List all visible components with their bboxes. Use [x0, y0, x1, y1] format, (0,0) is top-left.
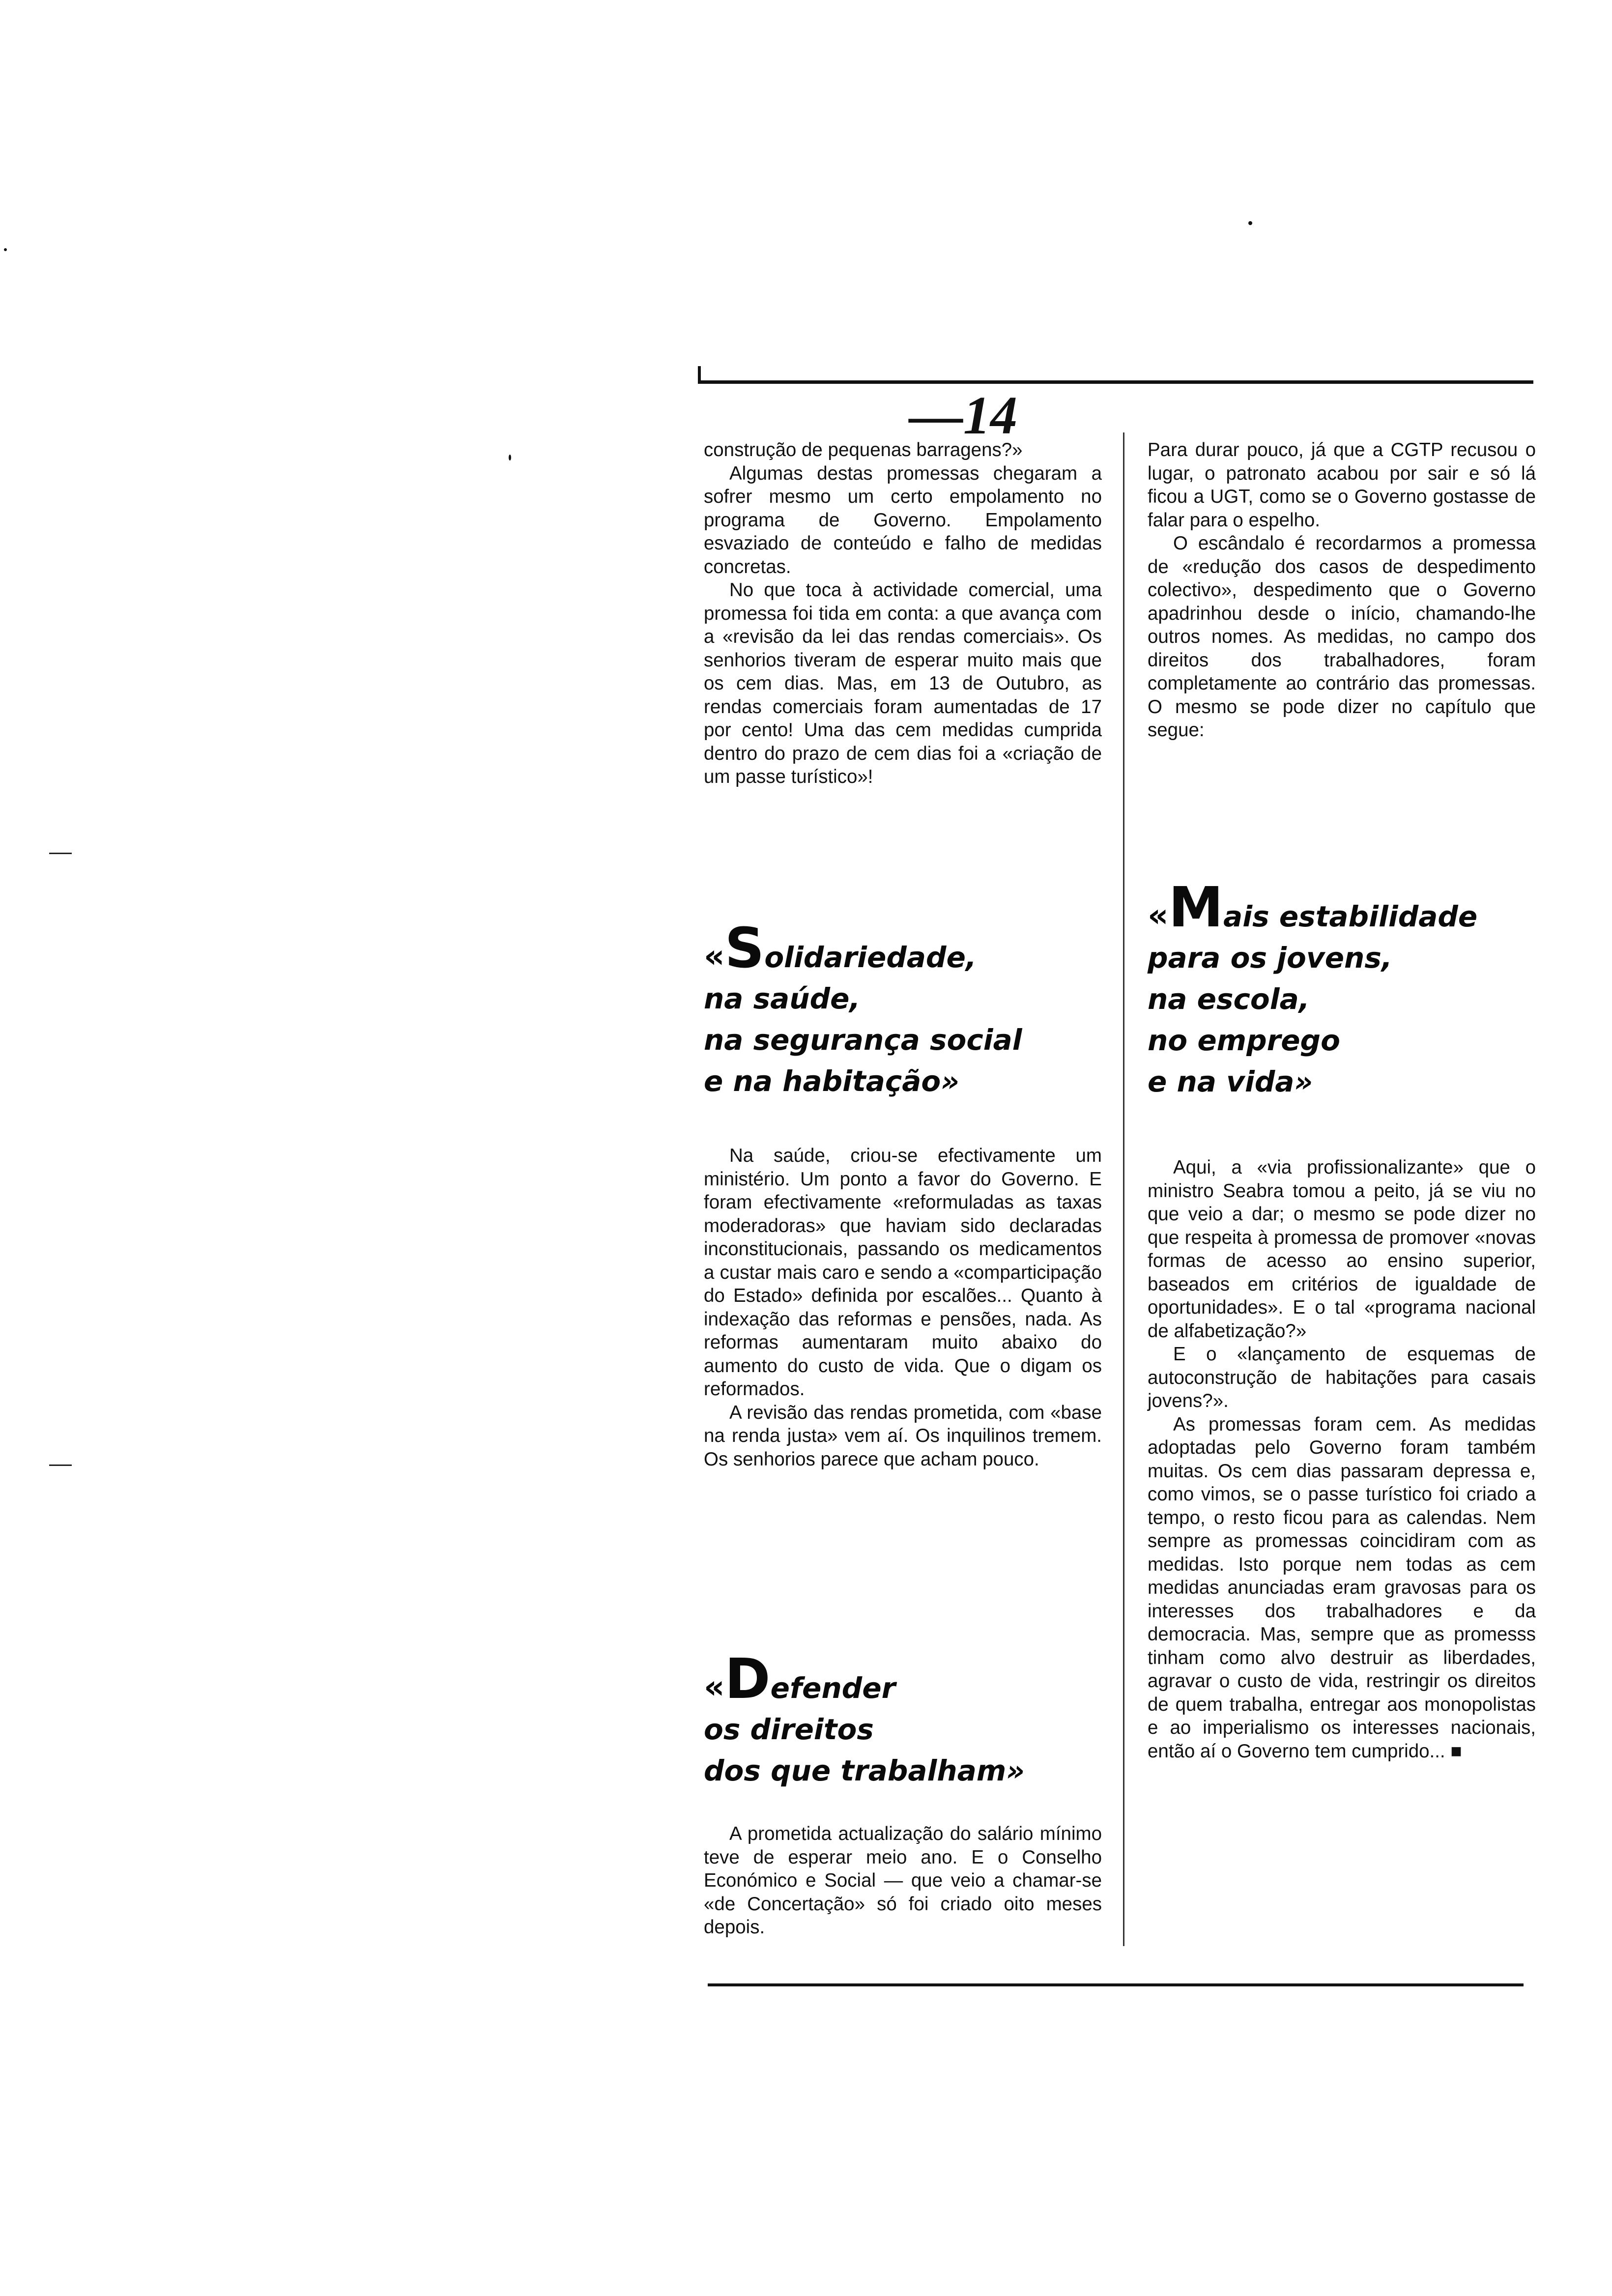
paragraph: Na saúde, criou-se efectivamente um ministério. Um ponto a favor do Governo. E foram efectivamente «reformuladas as taxas moderadoras» que haviam sido declaradas inconstitucionais, passando os medicamentos a custar mais caro e sendo a «comparticipação do Estado» definida por escalões... Quanto à indexação das reformas e pensões, nada. As reformas aumentaram muito abaixo do aumento do custo de vida. Que o digam os reformados. — [704, 1145, 1102, 1400]
heading-line: e na vida» — [1148, 1065, 1313, 1098]
paragraph: Aqui, a «via profissionalizante» que o ministro Seabra tomou a peito, já se viu no que veio a dar; o mesmo se pode dizer no que respeita à promessa de promover «novas formas de acesso ao ensino superior, baseados em critérios de igualdade de oportunidades». E o tal «programa nacional de alfabetização?» — [1148, 1157, 1536, 1342]
heading-solidariedade — [704, 917, 1102, 1102]
scan-speck — [1248, 221, 1252, 225]
top-rule-tick — [698, 366, 701, 384]
paragraph: O escândalo é recordarmos a promessa de «redução dos casos de despedimento colectivo», despedimento que o Governo apadrinhou desde o início, chamando-lhe outros nomes. As medidas, no campo dos direitos dos trabalhadores, foram completamente ao contrário das promessas. O mesmo se pode dizer no capítulo que segue: — [1148, 533, 1536, 741]
handwritten-page-number: —14 — [909, 385, 1017, 445]
heading-line: «Solidariedade, — [704, 917, 977, 980]
heading-estabilidade — [1148, 876, 1536, 1102]
paragraph: E o «lançamento de esquemas de autoconstrução de habitações para casais jovens?». — [1148, 1344, 1536, 1411]
heading-line: os direitos — [704, 1713, 874, 1746]
left-column-defender — [704, 1822, 1102, 1939]
scan-mark — [49, 1464, 72, 1466]
paragraph: Para durar pouco, já que a CGTP recusou o lugar, o patronato acabou por sair e só lá ficou a UGT, como se o Governo gostasse de falar para o espelho. — [1148, 439, 1536, 531]
paragraph: A prometida actualização do salário mínimo teve de esperar meio ano. E o Conselho Económico e Social — que veio a chamar-se «de Concertação» só foi criado oito meses depois. — [704, 1823, 1102, 1938]
heading-line: «Mais estabilidade — [1148, 876, 1478, 940]
paragraph: construção de pequenas barragens?» — [704, 439, 1023, 460]
column-divider — [1123, 432, 1124, 1946]
scan-speck — [509, 455, 511, 460]
heading-line: na escola, — [1148, 982, 1310, 1016]
heading-defender — [704, 1647, 1102, 1791]
scan-mark — [49, 853, 72, 854]
paragraph: A revisão das rendas prometida, com «base na renda justa» vem aí. Os inquilinos tremem. Os senhorios parece que acham pouco. — [704, 1402, 1102, 1470]
paragraph: As promessas foram cem. As medidas adoptadas pelo Governo foram também muitas. Os cem dias passaram depressa e, como vimos, se o passe turístico foi criado a tempo, o resto ficou para as calendas. Nem sempre as promessas coincidiram com as medidas. Isto porque nem todas as cem medidas anunciadas eram gravosas para os interesses dos trabalhadores e da democracia. Mas, sempre que as promesss tinham como alvo destruir as liberdades, agravar o custo de vida, restringir os direitos de quem trabalha, entregar aos monopolistas e ao imperialismo os interesses nacionais, então aí o Governo tem cumprido... ■ — [1148, 1413, 1536, 1762]
left-column-intro — [704, 438, 1102, 789]
scan-speck — [4, 248, 7, 251]
paragraph: Algumas destas promessas chegaram a sofrer mesmo um certo empolamento no programa de Governo. Empolamento esvaziado de conteúdo e falho de medidas concretas. — [704, 462, 1102, 577]
right-column-intro — [1148, 438, 1536, 742]
heading-line: «Defender — [704, 1647, 896, 1711]
heading-line: na segurança social — [704, 1023, 1022, 1057]
heading-line: dos que trabalham» — [704, 1754, 1025, 1787]
heading-line: no emprego — [1148, 1024, 1340, 1057]
heading-line: para os jovens, — [1148, 941, 1392, 975]
top-rule — [698, 380, 1533, 384]
right-column-estabilidade — [1148, 1156, 1536, 1763]
left-column-saude — [704, 1144, 1102, 1471]
bottom-rule — [708, 1983, 1524, 1986]
paragraph: No que toca à actividade comercial, uma promessa foi tida em conta: a que avança com a «revisão da lei das rendas comerciais». Os senhorios tiveram de esperar muito mais que os cem dias. Mas, em 13 de Outubro, as rendas comerciais foram aumentadas de 17 por cento! Uma das cem medidas cumprida dentro do prazo de cem dias foi a «criação de um passe turístico»! — [704, 579, 1102, 787]
heading-line: na saúde, — [704, 982, 861, 1015]
heading-line: e na habitação» — [704, 1064, 959, 1098]
